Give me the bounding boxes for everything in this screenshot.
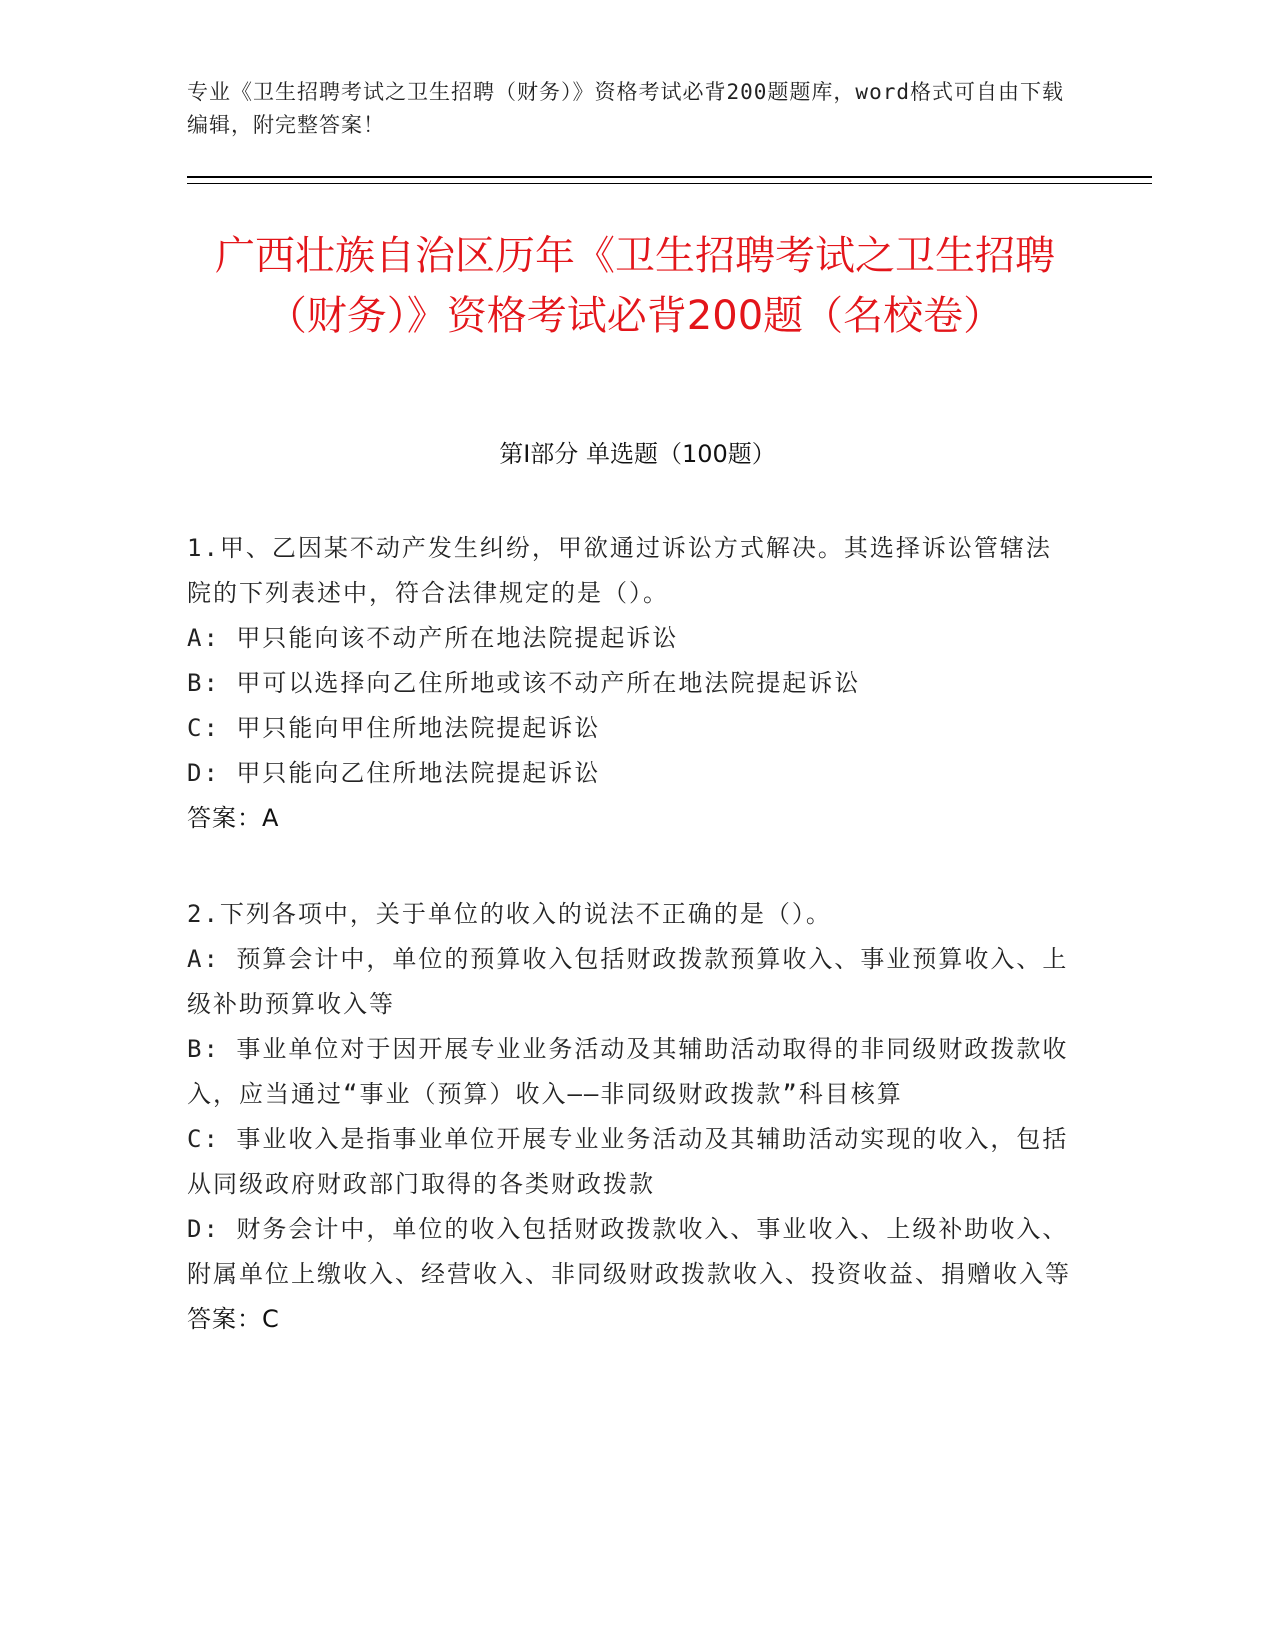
header-note: 专业《卫生招聘考试之卫生招聘（财务）》资格考试必背200题题库，word格式可自由下载编辑，附完整答案！ [187,80,1064,137]
question-stem: 1.甲、乙因某不动产发生纠纷，甲欲通过诉讼方式解决。其选择诉讼管辖法院的下列表述中，符合法律规定的是（）。 [187,534,1052,607]
answer: 答案：A [187,804,280,832]
question-stem: 2.下列各项中，关于单位的收入的说法不正确的是（）。 [187,900,832,928]
section-heading: 第Ⅰ部分 单选题（100题） [499,440,776,468]
option-d: D: 财务会计中，单位的收入包括财政拨款收入、事业收入、上级补助收入、附属单位上缴收入、经营收入、非同级财政拨款收入、投资收益、捐赠收入等 [187,1215,1071,1288]
option-a: A: 预算会计中，单位的预算收入包括财政拨款预算收入、事业预算收入、上级补助预算收入等 [187,945,1069,1018]
question-1 [187,526,1077,841]
header-divider-thin [187,183,1152,184]
answer: 答案：C [187,1305,280,1333]
option-c: C: 甲只能向甲住所地法院提起诉讼 [187,714,601,742]
option-b: B: 事业单位对于因开展专业业务活动及其辅助活动取得的非同级财政拨款收入，应当通过“事业（预算）收入——非同级财政拨款”科目核算 [187,1035,1069,1108]
header-divider-thick [187,176,1152,178]
question-2 [187,892,1077,1342]
option-d: D: 甲只能向乙住所地法院提起诉讼 [187,759,601,787]
option-b: B: 甲可以选择向乙住所地或该不动产所在地法院提起诉讼 [187,669,861,697]
option-a: A: 甲只能向该不动产所在地法院提起诉讼 [187,624,679,652]
document-title: 广西壮族自治区历年《卫生招聘考试之卫生招聘（财务）》资格考试必背200题（名校卷） [215,233,1055,339]
option-c: C: 事业收入是指事业单位开展专业业务活动及其辅助活动实现的收入，包括从同级政府财政部门取得的各类财政拨款 [187,1125,1069,1198]
